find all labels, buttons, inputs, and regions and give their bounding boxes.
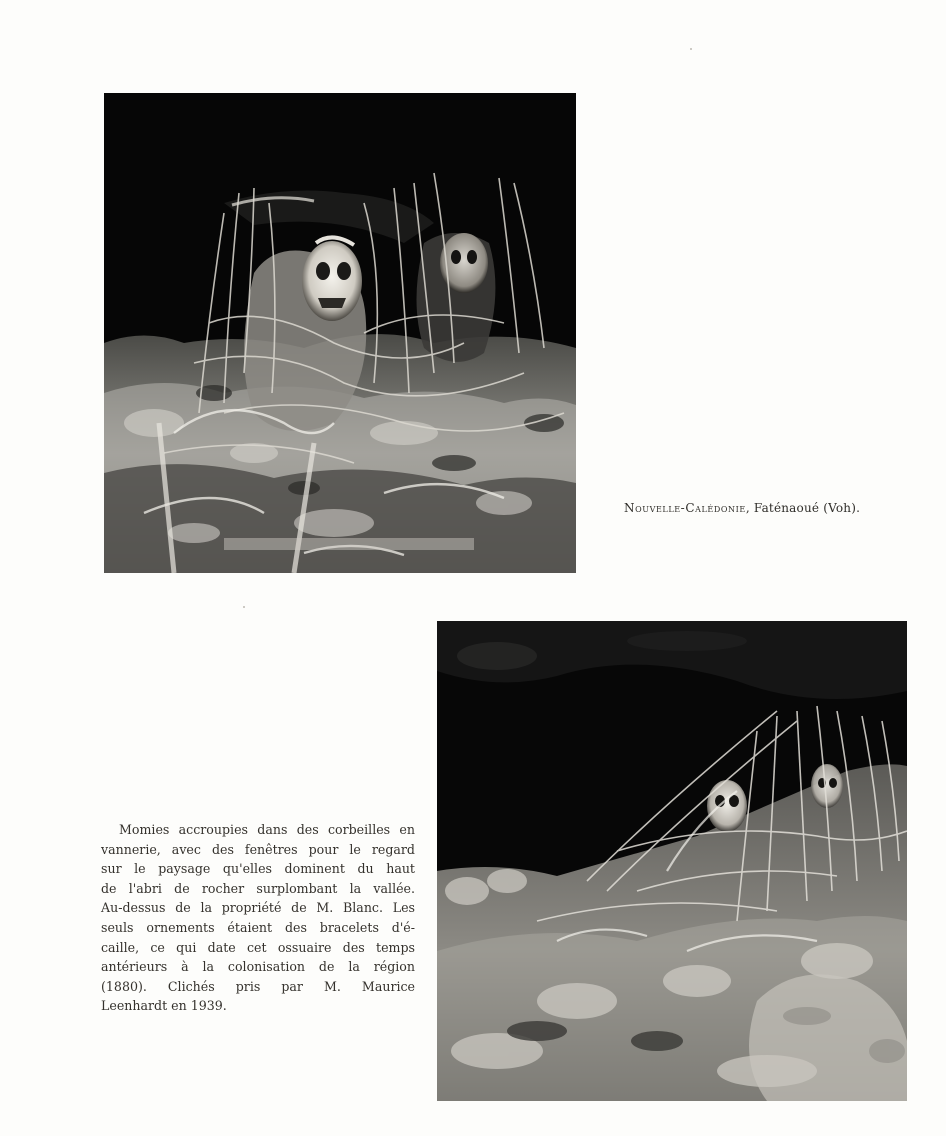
- caption-description: [101, 820, 415, 1016]
- caption-detail: Faténaoué (Voh).: [753, 501, 861, 515]
- caption-line: vannerie, avec des fenêtres pour le regard: [101, 841, 415, 857]
- caption-line: (1880). Clichés pris par M. Maurice: [101, 978, 415, 994]
- caption-separator: ,: [745, 501, 754, 515]
- caption-line: sur le paysage qu'elles dominent du haut: [101, 861, 415, 877]
- caption-line: seuls ornements étaient des bracelets d'é-: [101, 919, 415, 935]
- caption-line: Au-dessus de la propriété de M. Blanc. Les: [101, 900, 415, 916]
- photo-mummies-baskets: [104, 93, 576, 573]
- caption-line: Momies accroupies dans des corbeilles en: [119, 822, 415, 837]
- caption-line: antérieurs à la colonisation de la région: [101, 959, 415, 975]
- caption-place: Nouvelle-Calédonie: [624, 501, 746, 515]
- caption-location: [624, 501, 914, 515]
- photo-rock-shelter-ossuary: [437, 621, 907, 1101]
- caption-line: Leenhardt en 1939.: [101, 998, 227, 1014]
- caption-line: de l'abri de rocher surplombant la vallée.: [101, 880, 415, 896]
- paper-speck: [243, 606, 245, 608]
- caption-line: caille, ce qui date cet ossuaire des temps: [101, 939, 415, 955]
- paper-speck: [690, 48, 692, 50]
